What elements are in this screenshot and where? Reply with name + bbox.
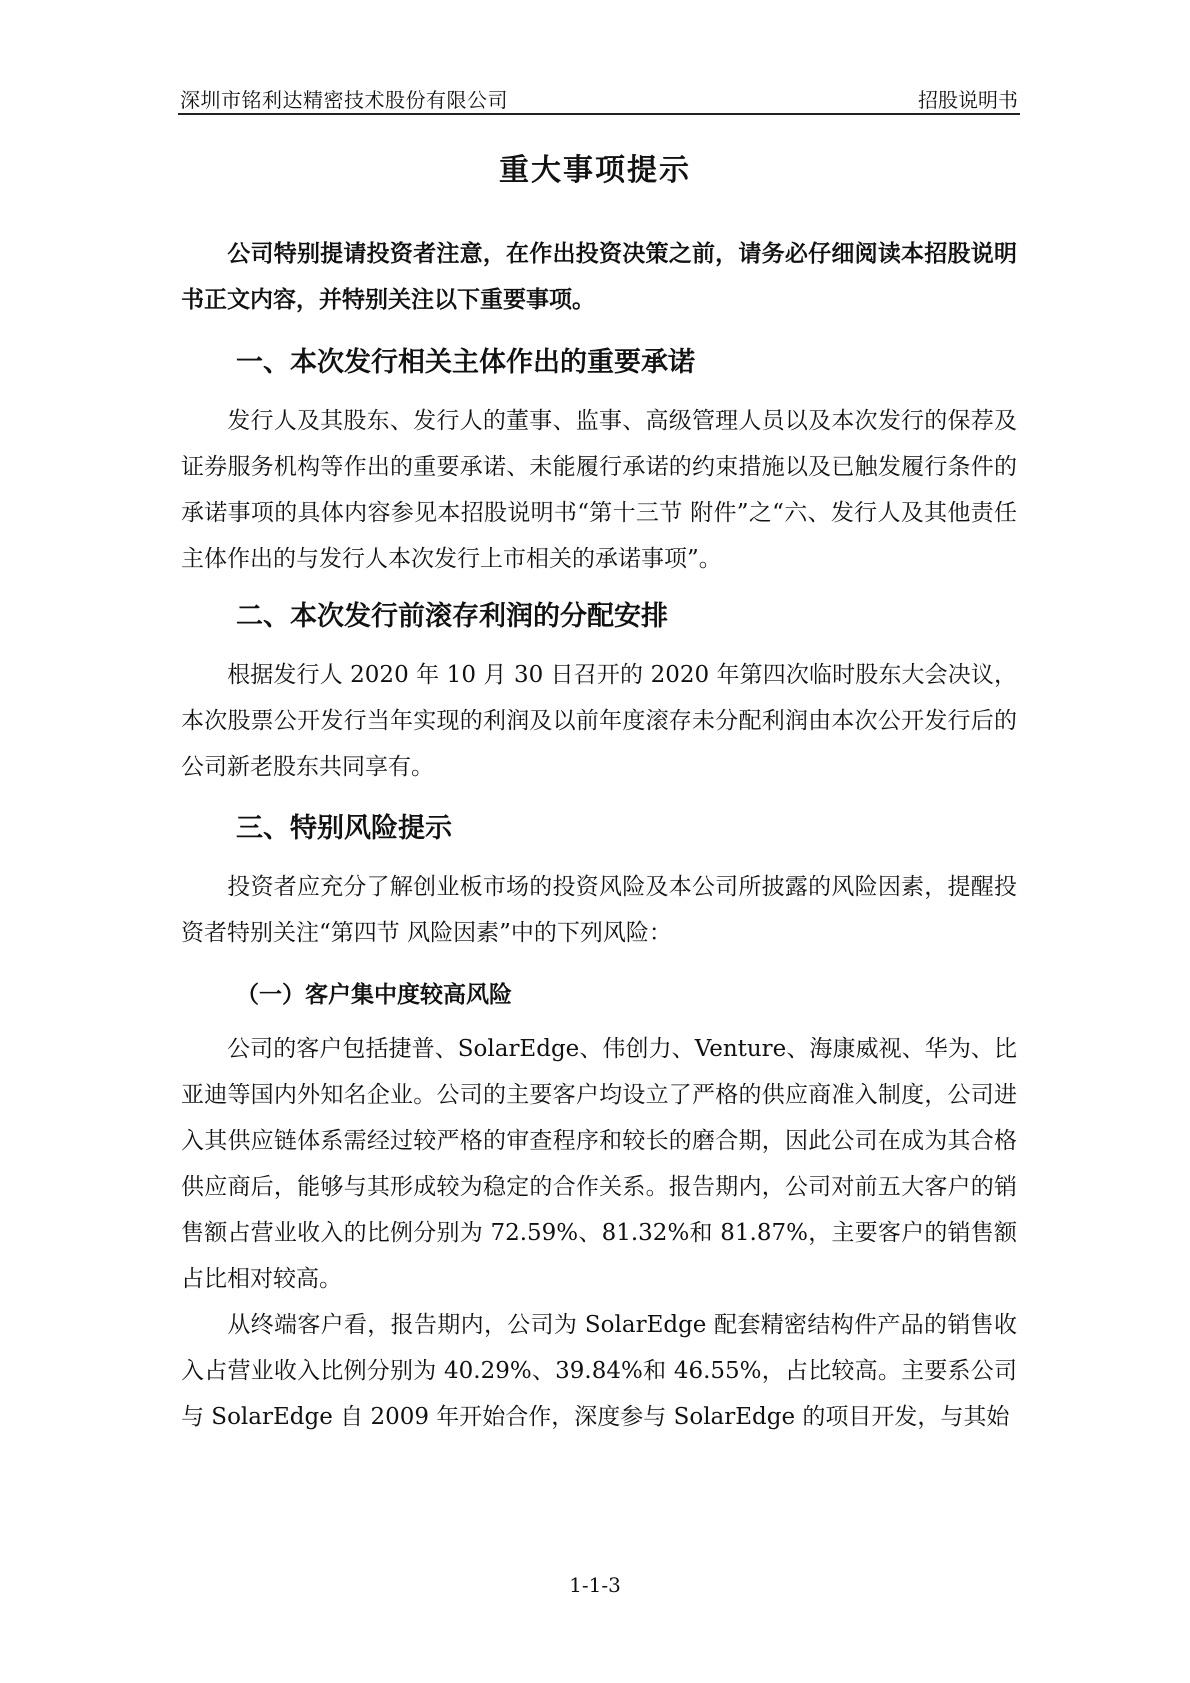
section-1-text: 发行人及其股东、发行人的董事、监事、高级管理人员以及本次发行的保荐及证券服务机构等作出的重要承诺、未能履行承诺的约束措施以及已触发履行条件的承诺事项的具体内容参见本招股说明书“第十三节 附件”之“六、发行人及其他责任主体作出的与发行人本次发行上市相关的承诺事项”。 — [181, 408, 1017, 572]
section-2-text: 根据发行人 2020 年 10 月 30 日召开的 2020 年第四次临时股东大会决议，本次股票公开发行当年实现的利润及以前年度滚存未分配利润由本次公开发行后的公司新老股东共同享有。 — [181, 662, 1017, 780]
section-3-paragraph — [181, 864, 1017, 956]
subsection-1-paragraph-1 — [181, 1026, 1017, 1302]
page-header — [178, 82, 1020, 112]
header-company-name: 深圳市铭利达精密技术股份有限公司 — [180, 88, 508, 112]
section-2-heading: 二、本次发行前滚存利润的分配安排 — [236, 601, 668, 632]
header-document-type: 招股说明书 — [918, 88, 1018, 112]
intro-text: 公司特别提请投资者注意，在作出投资决策之前，请务必仔细阅读本招股说明书正文内容，并特别关注以下重要事项。 — [181, 241, 1017, 313]
subsection-1-paragraph-2 — [181, 1302, 1017, 1440]
subsection-1-text-1: 公司的客户包括捷普、SolarEdge、伟创力、Venture、海康威视、华为、比亚迪等国内外知名企业。公司的主要客户均设立了严格的供应商准入制度，公司进入其供应链体系需经过较严格的审查程序和较长的磨合期，因此公司在成为其合格供应商后，能够与其形成较为稳定的合作关系。报告期内，公司对前五大客户的销售额占营业收入的比例分别为 72.59%、81.32%和 81.87%，主要客户的销售额占比相对较高。 — [181, 1036, 1017, 1292]
header-divider — [178, 113, 1020, 115]
section-1-heading: 一、本次发行相关主体作出的重要承诺 — [236, 347, 695, 378]
section-2-paragraph — [181, 652, 1017, 790]
section-3-text: 投资者应充分了解创业板市场的投资风险及本公司所披露的风险因素，提醒投资者特别关注“第四节 风险因素”中的下列风险： — [181, 874, 1017, 946]
subsection-1-heading: （一）客户集中度较高风险 — [236, 982, 512, 1008]
intro-paragraph — [181, 231, 1017, 323]
section-1-paragraph — [181, 398, 1017, 582]
page-title: 重大事项提示 — [499, 153, 691, 188]
section-3-heading: 三、特别风险提示 — [236, 813, 452, 844]
page-number: 1-1-3 — [569, 1573, 621, 1597]
subsection-1-text-2: 从终端客户看，报告期内，公司为 SolarEdge 配套精密结构件产品的销售收入占营业收入比例分别为 40.29%、39.84%和 46.55%，占比较高。主要系公司与 SolarEdge 自 2009 年开始合作，深度参与 SolarEdge 的项目开发，与其始 — [181, 1312, 1017, 1430]
